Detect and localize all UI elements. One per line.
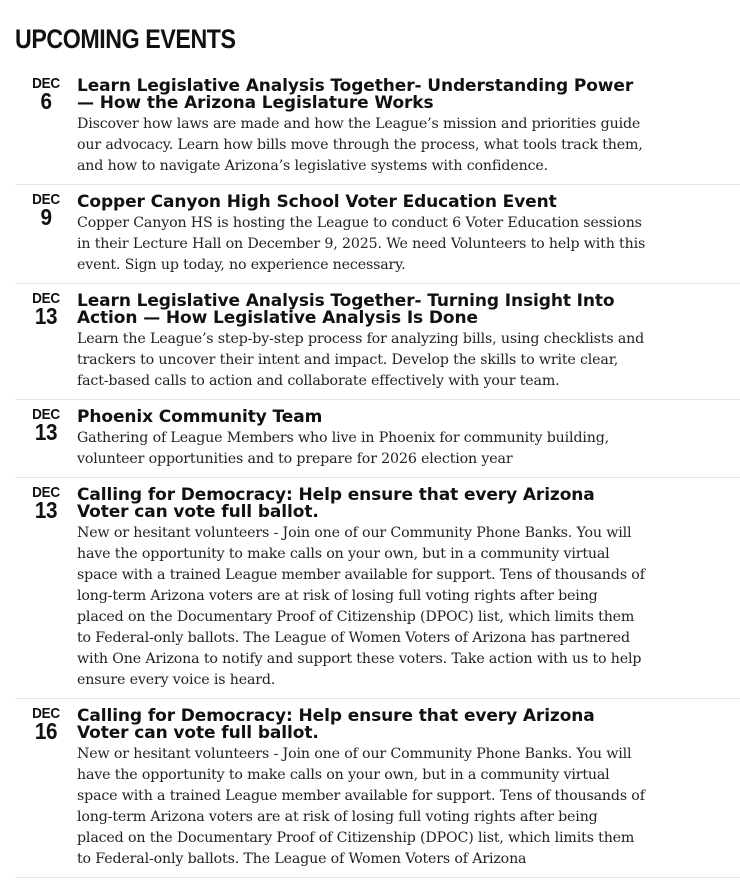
event-day: 13 [34,497,58,523]
event-description: Learn the League’s step-by-step process for analyzing bills, using checklists and trackers to uncover their intent and impact. Develop the skills to write clear, fact-based calls to action and collaborate effectively with your team. [77,331,645,389]
event-date [15,191,77,276]
event-date [15,406,77,470]
event-item [15,705,740,878]
event-month: DEC [32,191,60,208]
event-item [15,75,740,185]
event-title-link[interactable]: Learn Legislative Analysis Together- Turning Insight Into Action — How Legislative Analysis Is Done [77,291,615,328]
event-month: DEC [32,484,60,501]
event-description: Copper Canyon HS is hosting the League to conduct 6 Voter Education sessions in their Lecture Hall on December 9, 2025. We need Volunteers to help with this event. Sign up today, no experience necessary. [77,215,646,273]
event-list [15,75,740,884]
event-item [15,484,740,699]
event-day: 9 [40,204,52,230]
page-title: UPCOMING EVENTS [15,24,236,54]
event-body [77,484,647,691]
event-date [15,484,77,691]
event-body [77,75,647,177]
event-title-link[interactable]: Calling for Democracy: Help ensure that every Arizona Voter can vote full ballot. [77,706,595,743]
event-date [15,705,77,870]
event-body [77,705,647,870]
event-date [15,75,77,177]
event-title-link[interactable]: Phoenix Community Team [77,407,323,427]
event-description: Gathering of League Members who live in Phoenix for community building, volunteer opportunities and to prepare for 2026 election year [77,430,610,467]
event-body [77,290,647,392]
event-title-link[interactable]: Calling for Democracy: Help ensure that every Arizona Voter can vote full ballot. [77,485,595,522]
event-day: 13 [34,303,58,329]
event-item [15,290,740,400]
event-month: DEC [32,75,60,92]
event-day: 16 [34,718,58,744]
event-month: DEC [32,705,60,722]
event-title-link[interactable]: Learn Legislative Analysis Together- Understanding Power — How the Arizona Legislature Works [77,76,634,113]
event-body [77,406,647,470]
event-title-link[interactable]: Copper Canyon High School Voter Education Event [77,192,557,212]
event-month: DEC [32,406,60,423]
event-day: 6 [40,88,52,114]
event-month: DEC [32,290,60,307]
event-date [15,290,77,392]
event-day: 13 [34,419,58,445]
event-description: New or hesitant volunteers - Join one of our Community Phone Banks. You will have the opportunity to make calls on your own, but in a community virtual space with a trained League member available for support. Tens of thousands of long-term Arizona voters are at risk of losing full voting rights after being placed on the Documentary Proof of Citizenship (DPOC) list, which limits them to Federal-only ballots. The League of Women Voters of Arizona has partnered with One Arizona to notify and support these voters. Take action with us to help ensure every voice is heard. [77,525,645,688]
event-item [15,191,740,284]
event-description: Discover how laws are made and how the League’s mission and priorities guide our advocacy. Learn how bills move through the process, what tools track them, and how to navigate Arizona’s legislative systems with confidence. [77,116,643,174]
event-body [77,191,647,276]
event-description: New or hesitant volunteers - Join one of our Community Phone Banks. You will have the opportunity to make calls on your own, but in a community virtual space with a trained League member available for support. Tens of thousands of long-term Arizona voters are at risk of losing full voting rights after being placed on the Documentary Proof of Citizenship (DPOC) list, which limits them to Federal-only ballots. The League of Women Voters of Arizona [77,746,645,867]
event-item [15,406,740,478]
